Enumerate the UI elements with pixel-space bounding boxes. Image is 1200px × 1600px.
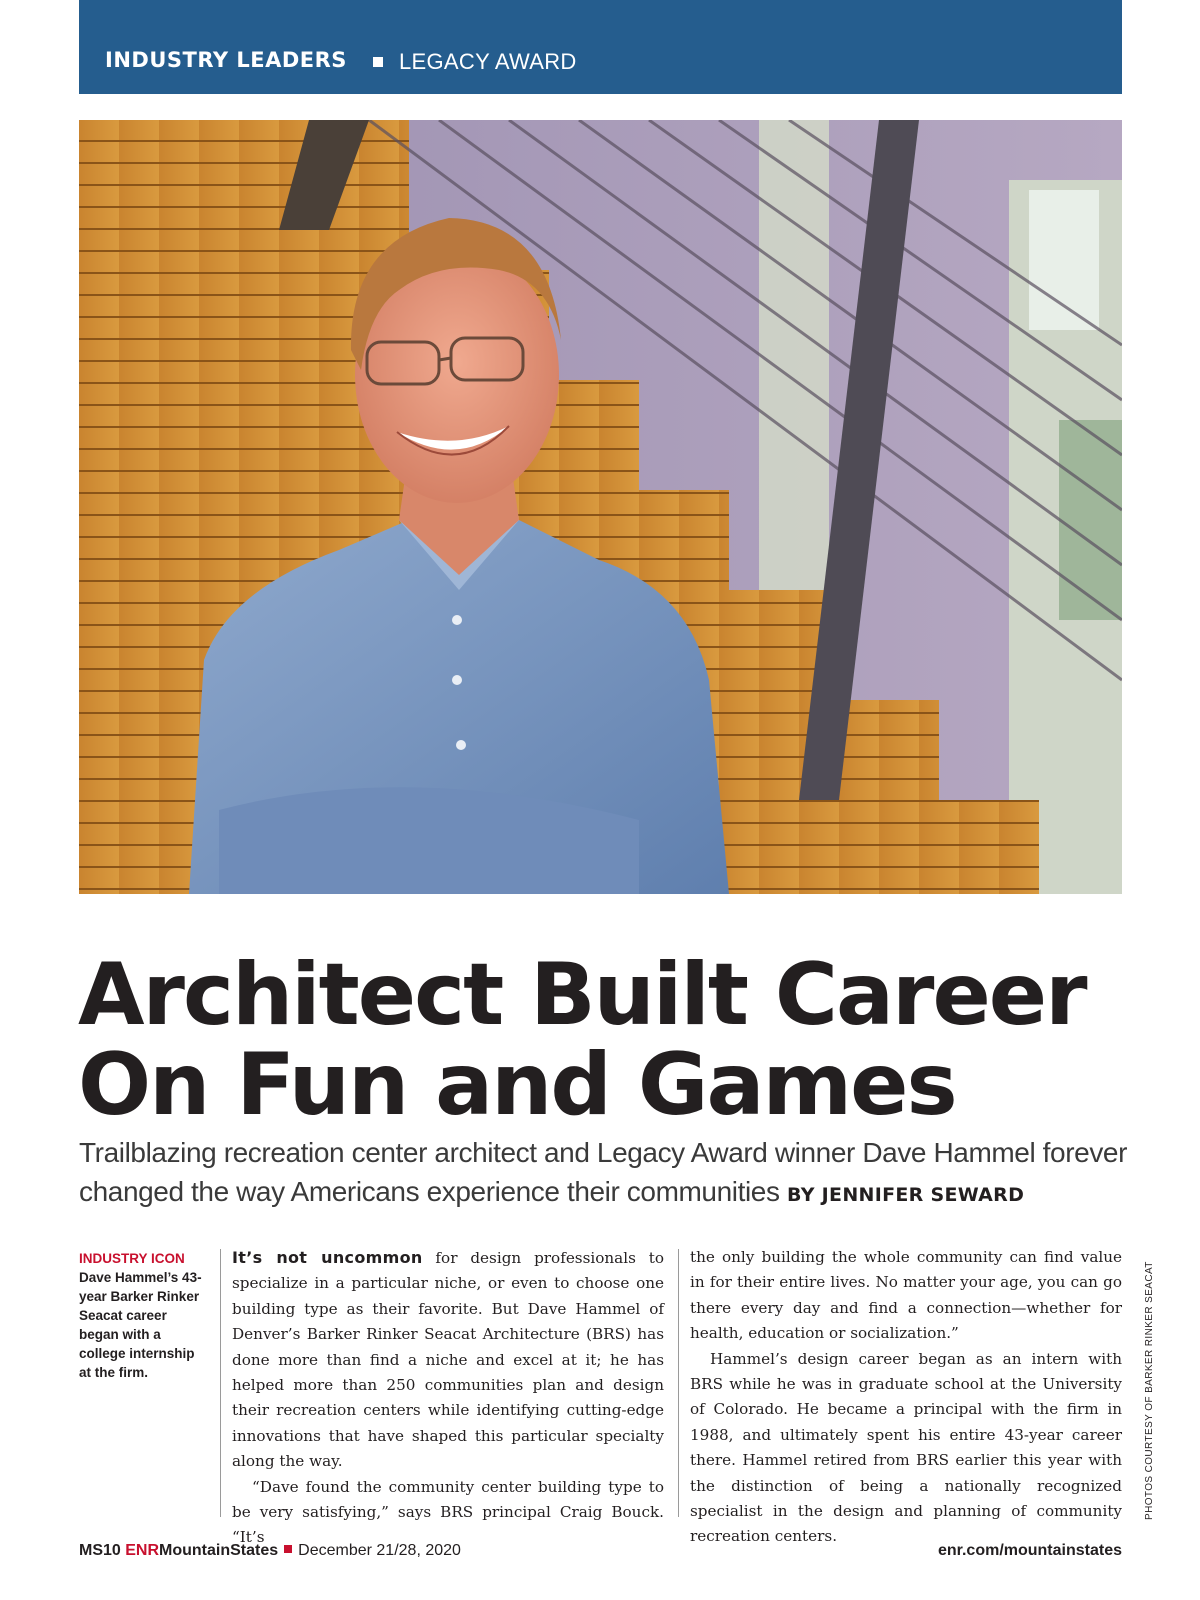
paragraph-3: the only building the whole community can find value in for their entire lives. No matter your age, you can go there every day and find a connection—whether for health, education or socialization.”	[690, 1248, 1122, 1343]
page-number: MS10	[79, 1542, 121, 1559]
photo-caption	[79, 1249, 205, 1382]
headline-line-1: Architect Built Career	[78, 945, 1086, 1045]
column-rule-left	[220, 1249, 221, 1517]
deck	[79, 1133, 1129, 1215]
section-header-bar	[79, 0, 1122, 94]
article-column-2	[690, 1245, 1122, 1550]
photo-credit: PHOTOS COURTESY OF BARKER RINKER SEACAT	[1144, 1261, 1155, 1520]
paragraph-1: for design professionals to specialize in a particular niche, or even to choose one building type as their favorite. But Dave Hammel of Denver’s Barker Rinker Seacat Architecture (BRS) has done more than find a niche and excel at it; he has helped more than 250 communities plan and design their recreation centers while identifying cutting-edge innovations that have shaped this particular specialty along the way.	[232, 1249, 664, 1471]
footer-folio	[79, 1542, 461, 1560]
headline-line-2: On Fun and Games	[78, 1035, 956, 1135]
headline	[78, 945, 1138, 1135]
footer-url[interactable]: enr.com/mountainstates	[937, 1542, 1122, 1559]
paragraph-2: “Dave found the community center building type to be very satisfying,” says BRS principal Craig Bouck. “It’s	[232, 1477, 664, 1547]
brand-logo-enr: ENR	[125, 1542, 160, 1559]
caption-text: Dave Hammel’s 43-year Barker Rinker Seacat career began with a college internship at the firm.	[79, 1270, 202, 1380]
footer-separator-square	[284, 1545, 292, 1553]
lead-in: It’s not uncommon	[232, 1248, 423, 1267]
paragraph-4: Hammel’s design career began as an intern with BRS while he was in graduate school at the University of Colorado. He became a principal with the firm in 1988, and ultimately spent his entire 43-year career there. Hammel retired from BRS earlier this year with the distinction of being a nationally recognized specialist in the design and planning of community recreation centers.	[690, 1349, 1122, 1546]
section-label: INDUSTRY LEADERS	[105, 48, 347, 72]
issue-date: December 21/28, 2020	[298, 1542, 461, 1559]
subsection-label: LEGACY AWARD	[399, 49, 577, 74]
deck-text: Trailblazing recreation center architect and Legacy Award winner Dave Hammel forever changed the way Americans experience their communities	[79, 1137, 1128, 1207]
caption-label: INDUSTRY ICON	[79, 1251, 185, 1266]
article-column-1	[232, 1245, 664, 1551]
hero-photo	[79, 120, 1122, 894]
byline: BY JENNIFER SEWARD	[786, 1184, 1025, 1206]
header-separator-square	[373, 57, 383, 67]
column-rule-middle	[678, 1249, 679, 1517]
brand-name: MountainStates	[159, 1542, 279, 1559]
